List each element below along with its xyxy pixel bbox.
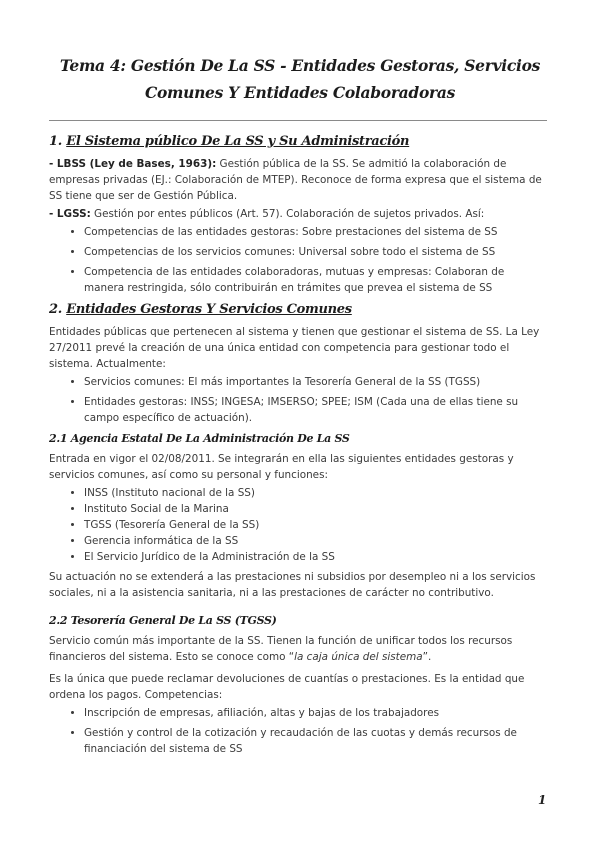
section-2-2-paragraph-1: Servicio común más importante de la SS. Tienen la función de unificar todos los recursos financieros del sistema. Esto se conoce como “la caja única del sistema”.	[49, 635, 513, 663]
document-body	[49, 132, 547, 761]
lgss-paragraph: - LGSS: Gestión por entes públicos (Art. 57). Colaboración de sujetos privados. Así:	[49, 208, 485, 220]
list-item: • Gestión y control de la cotización y recaudación de las cuotas y demás recursos de financiación del sistema de SS	[84, 725, 547, 757]
page-number: 1	[538, 793, 547, 807]
section-2-1-outro: Su actuación no se extenderá a las prestaciones ni subsidios por desempleo ni a los servicios sociales, ni a la asistencia sanitaria, ni a las prestaciones de carácter no contributivo.	[49, 571, 536, 599]
section-2-2-list	[49, 705, 547, 757]
title-divider	[49, 120, 547, 121]
section-2-intro: Entidades públicas que pertenecen al sistema y tienen que gestionar el sistema de SS. La Ley 27/2011 prevé la creación de una única entidad con competencia para gestionar todo el sistema. Actualmente:	[49, 326, 540, 370]
list-item: • INSS (Instituto nacional de la SS)	[84, 485, 547, 501]
section-2-2-paragraph-2: Es la única que puede reclamar devoluciones de cuantías o prestaciones. Es la entidad que ordena los pagos. Competencias:	[49, 673, 525, 701]
list-item: • TGSS (Tesorería General de la SS)	[84, 517, 547, 533]
section-2-1-list	[49, 485, 547, 565]
section-2-heading: 2. Entidades Gestoras Y Servicios Comunes	[49, 302, 352, 317]
document-title: Tema 4: Gestión De La SS - Entidades Gestoras, Servicios Comunes Y Entidades Colaboradoras	[59, 56, 541, 102]
list-item: • Inscripción de empresas, afiliación, altas y bajas de los trabajadores	[84, 705, 547, 721]
list-item: • Gerencia informática de la SS	[84, 533, 547, 549]
list-item: • Instituto Social de la Marina	[84, 501, 547, 517]
section-1-heading: 1. El Sistema público De La SS y Su Administración	[49, 134, 410, 149]
list-item: • Entidades gestoras: INSS; INGESA; IMSERSO; SPEE; ISM (Cada una de ellas tiene su campo específico de actuación).	[84, 394, 547, 426]
section-2-2-heading: 2.2 Tesorería General De La SS (TGSS)	[49, 614, 277, 627]
section-2-1-heading: 2.1 Agencia Estatal De La Administración De La SS	[49, 432, 350, 445]
section-2-list	[49, 374, 547, 426]
list-item: • Servicios comunes: El más importantes la Tesorería General de la SS (TGSS)	[84, 374, 547, 390]
section-2-1-intro: Entrada en vigor el 02/08/2011. Se integrarán en ella las siguientes entidades gestoras y servicios comunes, así como su personal y funciones:	[49, 453, 514, 481]
list-item: • Competencias de las entidades gestoras: Sobre prestaciones del sistema de SS	[84, 224, 547, 240]
list-item: • El Servicio Jurídico de la Administración de la SS	[84, 549, 547, 565]
list-item: • Competencias de los servicios comunes: Universal sobre todo el sistema de SS	[84, 244, 547, 260]
lbss-paragraph: - LBSS (Ley de Bases, 1963): Gestión pública de la SS. Se admitió la colaboración de empresas privadas (EJ.: Colaboración de MTEP). Reconoce de forma expresa que el sistema de SS tiene que ser de Gestión Pública.	[49, 158, 542, 202]
section-1-list	[49, 224, 547, 296]
list-item: • Competencia de las entidades colaboradoras, mutuas y empresas: Colaboran de manera restringida, sólo contribuirán en trámites que prevea el sistema de SS	[84, 264, 547, 296]
